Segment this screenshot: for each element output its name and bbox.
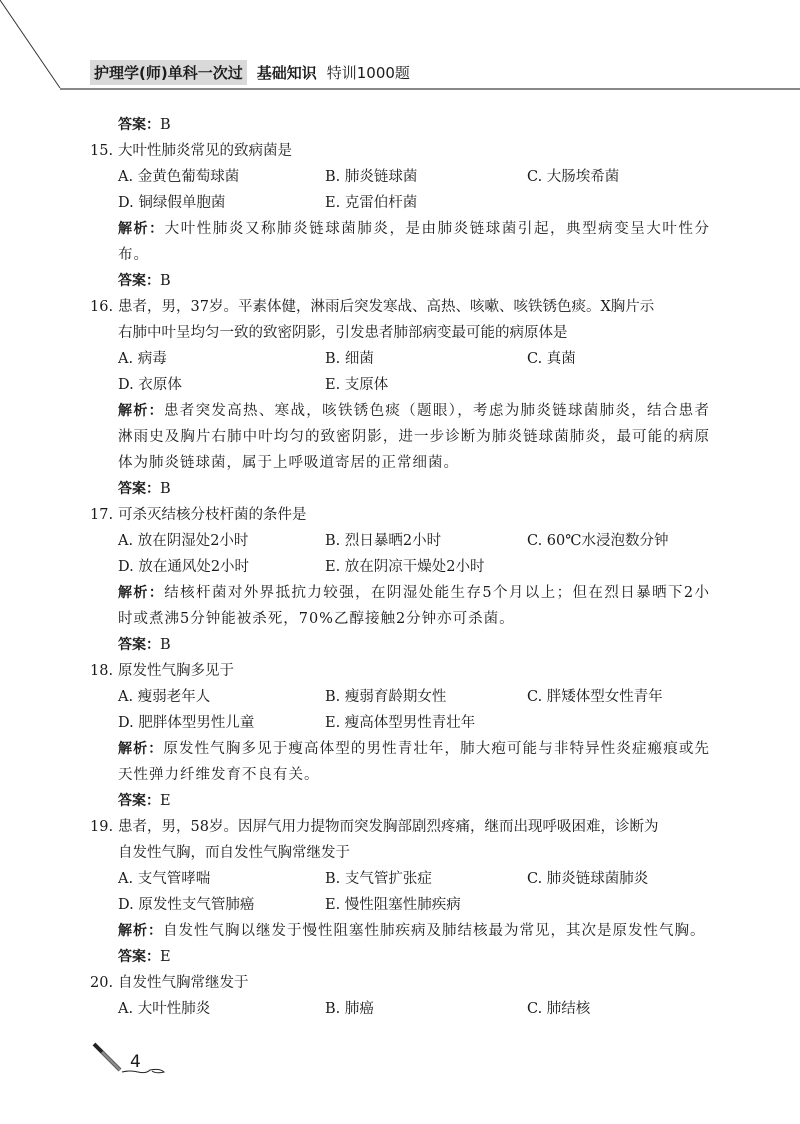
answer-value: B: [160, 481, 171, 497]
explanation-label: 解析：: [118, 403, 164, 419]
option: A. 支气管哮喘: [118, 871, 211, 887]
stem-text: 患者，男，58岁。因屏气用力提物而突发胸部剧烈疼痛，继而出现呼吸困难，诊断为: [118, 819, 659, 835]
option: A. 金黄色葡萄球菌: [118, 169, 240, 185]
question-stem: [90, 814, 710, 840]
corner-decoration: [0, 0, 800, 100]
question-number: 15.: [90, 143, 114, 159]
question-stem: [90, 658, 710, 684]
option: D. 放在通风处2小时: [118, 559, 250, 575]
option: A. 大叶性肺炎: [118, 1001, 211, 1017]
question-number: 20.: [90, 975, 114, 991]
option: B. 烈日暴晒2小时: [325, 533, 442, 549]
explanation-text: 大叶性肺炎又称肺炎链球菌肺炎，是由肺炎链球菌引起，典型病变呈大叶性分布。: [118, 221, 711, 263]
options-row: [90, 346, 710, 372]
answer-line: [90, 788, 710, 814]
option: E. 支原体: [325, 377, 389, 393]
question-stem: [90, 320, 710, 346]
answer-label: 答案：: [118, 273, 160, 289]
option: E. 慢性阻塞性肺疾病: [325, 897, 461, 913]
explanation-text: 自发性气胸以继发于慢性阻塞性肺疾病及肺结核最为常见，其次是原发性气胸。: [163, 923, 706, 939]
answer-line: 答案：B: [118, 117, 171, 133]
option: B. 支气管扩张症: [325, 871, 432, 887]
explanation-label: 解析：: [118, 221, 165, 237]
option: B. 肺炎链球菌: [325, 169, 418, 185]
option: C. 胖矮体型女性青年: [527, 689, 663, 705]
option: C. 肺炎链球菌肺炎: [527, 871, 649, 887]
page-number: 4: [130, 1052, 141, 1072]
option: D. 铜绿假单胞菌: [118, 195, 226, 211]
question-number: 18.: [90, 663, 114, 679]
options-row: [90, 710, 710, 736]
option: E. 克雷伯杆菌: [325, 195, 418, 211]
options-row: [90, 892, 710, 918]
question-number: 17.: [90, 507, 114, 523]
options-row: [90, 528, 710, 554]
option: D. 肥胖体型男性儿童: [118, 715, 255, 731]
question-list: [90, 112, 710, 1022]
option: A. 放在阴湿处2小时: [118, 533, 249, 549]
options-row: [90, 164, 710, 190]
series-title: 特训1000题: [326, 63, 410, 82]
options-row: [90, 996, 710, 1022]
options-row: [90, 866, 710, 892]
stem-text: 患者，男，37岁。平素体健，淋雨后突发寒战、高热、咳嗽、咳铁锈色痰。X胸片示: [118, 299, 655, 315]
book-title: 护理学(师)单科一次过: [90, 60, 247, 85]
stem-text: 自发性气胸，而自发性气胸常继发于: [118, 845, 350, 861]
option: A. 瘦弱老年人: [118, 689, 211, 705]
explanation-label: 解析：: [118, 923, 163, 939]
option: E. 瘦高体型男性青壮年: [325, 715, 476, 731]
running-header: [90, 60, 410, 84]
option: C. 肺结核: [527, 1001, 591, 1017]
option: B. 瘦弱育龄期女性: [325, 689, 447, 705]
answer-value: B: [160, 273, 171, 289]
option: B. 细菌: [325, 351, 374, 367]
answer-label: 答案：: [118, 637, 160, 653]
options-row: [90, 372, 710, 398]
question-stem: [90, 294, 710, 320]
stem-text: 原发性气胸多见于: [118, 663, 234, 679]
option: D. 原发性支气管肺癌: [118, 897, 255, 913]
stem-text: 右肺中叶呈均匀一致的致密阴影，引发患者肺部病变最可能的病原体是: [118, 325, 568, 341]
answer-line: [90, 632, 710, 658]
explanation: [90, 398, 710, 476]
question-stem: [90, 840, 710, 866]
answer-label: 答案：: [118, 481, 160, 497]
option: C. 60℃水浸泡数分钟: [527, 533, 669, 549]
question-number: 19.: [90, 819, 114, 835]
question-stem: [90, 502, 710, 528]
explanation: [90, 580, 710, 632]
options-row: [90, 190, 710, 216]
question-stem: [90, 138, 710, 164]
answer-value: E: [160, 949, 171, 965]
explanation-text: 结核杆菌对外界抵抗力较强，在阴湿处能生存5个月以上；但在烈日暴晒下2小时或煮沸5分钟能被杀死，70%乙醇接触2分钟亦可杀菌。: [118, 585, 711, 627]
answer-line: [90, 268, 710, 294]
header-rule: [60, 88, 800, 90]
option: B. 肺癌: [325, 1001, 374, 1017]
subject-title: 基础知识: [256, 63, 317, 82]
answer-line: [90, 476, 710, 502]
answer-label: 答案：: [118, 949, 160, 965]
explanation: [90, 216, 710, 268]
options-row: [90, 554, 710, 580]
option: C. 真菌: [527, 351, 576, 367]
question-stem: [90, 970, 710, 996]
answer-value: E: [160, 793, 171, 809]
answer-line: [90, 944, 710, 970]
explanation-text: 患者突发高热、寒战，咳铁锈色痰（题眼），考虑为肺炎链球菌肺炎，结合患者淋雨史及胸片右肺中叶均匀的致密阴影，进一步诊断为肺炎链球菌肺炎，最可能的病原体为肺炎链球菌，属于上呼吸道寄居的正常细菌。: [118, 403, 710, 471]
explanation-label: 解析：: [118, 585, 165, 601]
question-number: 16.: [90, 299, 114, 315]
option: A. 病毒: [118, 351, 167, 367]
option: D. 衣原体: [118, 377, 182, 393]
explanation-text: 原发性气胸多见于瘦高体型的男性青壮年，肺大疱可能与非特异性炎症瘢痕或先天性弹力纤维发育不良有关。: [118, 741, 711, 783]
stem-text: 大叶性肺炎常见的致病菌是: [118, 143, 292, 159]
explanation-label: 解析：: [118, 741, 164, 757]
answer-label: 答案：: [118, 793, 160, 809]
answer-value: B: [160, 637, 171, 653]
options-row: [90, 684, 710, 710]
stem-text: 自发性气胸常继发于: [118, 975, 249, 991]
stem-text: 可杀灭结核分枝杆菌的条件是: [118, 507, 307, 523]
option: C. 大肠埃希菌: [527, 169, 620, 185]
explanation: [90, 736, 710, 788]
explanation: [90, 918, 710, 944]
option: E. 放在阴凉干燥处2小时: [325, 559, 485, 575]
